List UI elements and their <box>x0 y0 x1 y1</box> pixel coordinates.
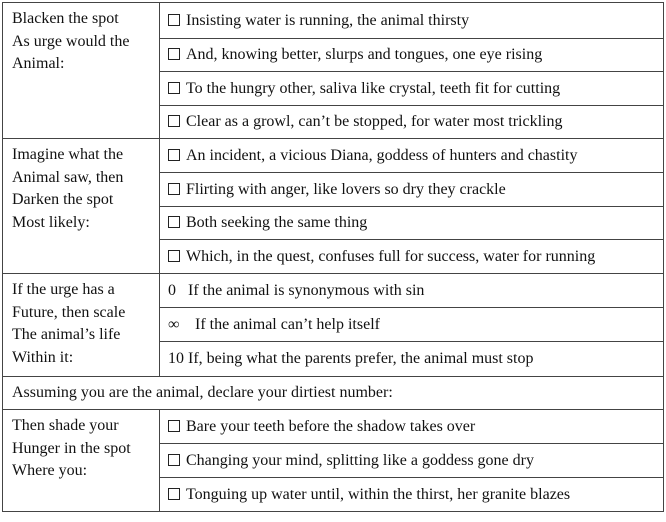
checkbox[interactable] <box>168 149 180 161</box>
section-5-prompt <box>3 410 160 512</box>
scale-option-cell[interactable] <box>160 308 664 342</box>
option-text: Tonguing up water until, within the thirst, her granite blazes <box>186 485 571 503</box>
prompt-line: Then shade your <box>12 417 119 434</box>
checkbox[interactable] <box>168 14 180 26</box>
option-text: Which, in the quest, confuses full for success, water for running <box>186 247 596 265</box>
section-2-row <box>3 139 664 173</box>
checkbox[interactable] <box>168 183 180 195</box>
checkbox[interactable] <box>168 420 180 432</box>
prompt-line: Darken the spot <box>12 191 114 208</box>
section-5-row <box>3 410 664 444</box>
prompt-line: As urge would the <box>12 32 130 50</box>
option-cell[interactable] <box>160 3 664 39</box>
prompt-line: Where you: <box>12 462 88 479</box>
full-width-prompt: Assuming you are the animal, declare your dirtiest number: <box>3 377 664 410</box>
option-cell[interactable] <box>160 173 664 207</box>
prompt-line: Blacken the spot <box>12 10 119 27</box>
option-text: An incident, a vicious Diana, goddess of hunters and chastity <box>186 146 578 164</box>
option-cell[interactable] <box>160 410 664 444</box>
checkbox[interactable] <box>168 454 180 466</box>
scale-text: If the animal is synonymous with sin <box>188 281 425 299</box>
section-1-prompt <box>3 3 160 139</box>
option-cell[interactable] <box>160 39 664 72</box>
checkbox[interactable] <box>168 82 180 94</box>
option-text: Both seeking the same thing <box>186 214 368 231</box>
prompt-line: Animal saw, then <box>12 168 124 186</box>
prompt-line: Animal: <box>12 55 65 72</box>
option-cell[interactable] <box>160 72 664 106</box>
option-text: To the hungry other, saliva like crystal, teeth fit for cutting <box>186 79 561 97</box>
scale-value[interactable]: 0 <box>168 281 176 299</box>
prompt-line: Hunger in the spot <box>12 439 131 457</box>
checkbox[interactable] <box>168 115 180 127</box>
checkbox[interactable] <box>168 48 180 60</box>
option-cell[interactable] <box>160 444 664 478</box>
option-text: Bare your teeth before the shadow takes over <box>186 417 476 435</box>
option-cell[interactable] <box>160 240 664 274</box>
checkbox[interactable] <box>168 216 180 228</box>
option-text: Flirting with anger, like lovers so dry they crackle <box>186 180 506 198</box>
scale-text: If the animal can’t help itself <box>195 315 380 333</box>
section-2-prompt <box>3 139 160 274</box>
section-3-prompt <box>3 274 160 377</box>
checkbox[interactable] <box>168 250 180 262</box>
checkbox[interactable] <box>168 488 180 500</box>
option-text: Insisting water is running, the animal thirsty <box>186 11 470 29</box>
section-1-row <box>3 3 664 39</box>
scale-option-cell[interactable] <box>160 274 664 308</box>
scale-value[interactable]: 10 <box>168 350 184 367</box>
poem-form-table <box>2 2 664 512</box>
scale-option-cell[interactable] <box>160 342 664 377</box>
option-cell[interactable] <box>160 106 664 139</box>
section-3-row <box>3 274 664 308</box>
option-cell[interactable] <box>160 207 664 240</box>
prompt-line: Imagine what the <box>12 146 124 163</box>
option-cell[interactable] <box>160 139 664 173</box>
scale-text: If, being what the parents prefer, the animal must stop <box>188 350 534 367</box>
section-4-row <box>3 377 664 410</box>
option-cell[interactable] <box>160 478 664 512</box>
prompt-line: Within it: <box>12 348 74 366</box>
prompt-line: Most likely: <box>12 213 90 231</box>
prompt-line: If the urge has a <box>12 281 115 298</box>
option-text: And, knowing better, slurps and tongues, one eye rising <box>186 46 543 63</box>
prompt-line: Future, then scale <box>12 303 126 321</box>
prompt-line: The animal’s life <box>12 326 121 343</box>
option-text: Clear as a growl, can’t be stopped, for water most trickling <box>186 113 563 130</box>
scale-value[interactable]: ∞ <box>168 315 180 333</box>
option-text: Changing your mind, splitting like a goddess gone dry <box>186 451 534 469</box>
